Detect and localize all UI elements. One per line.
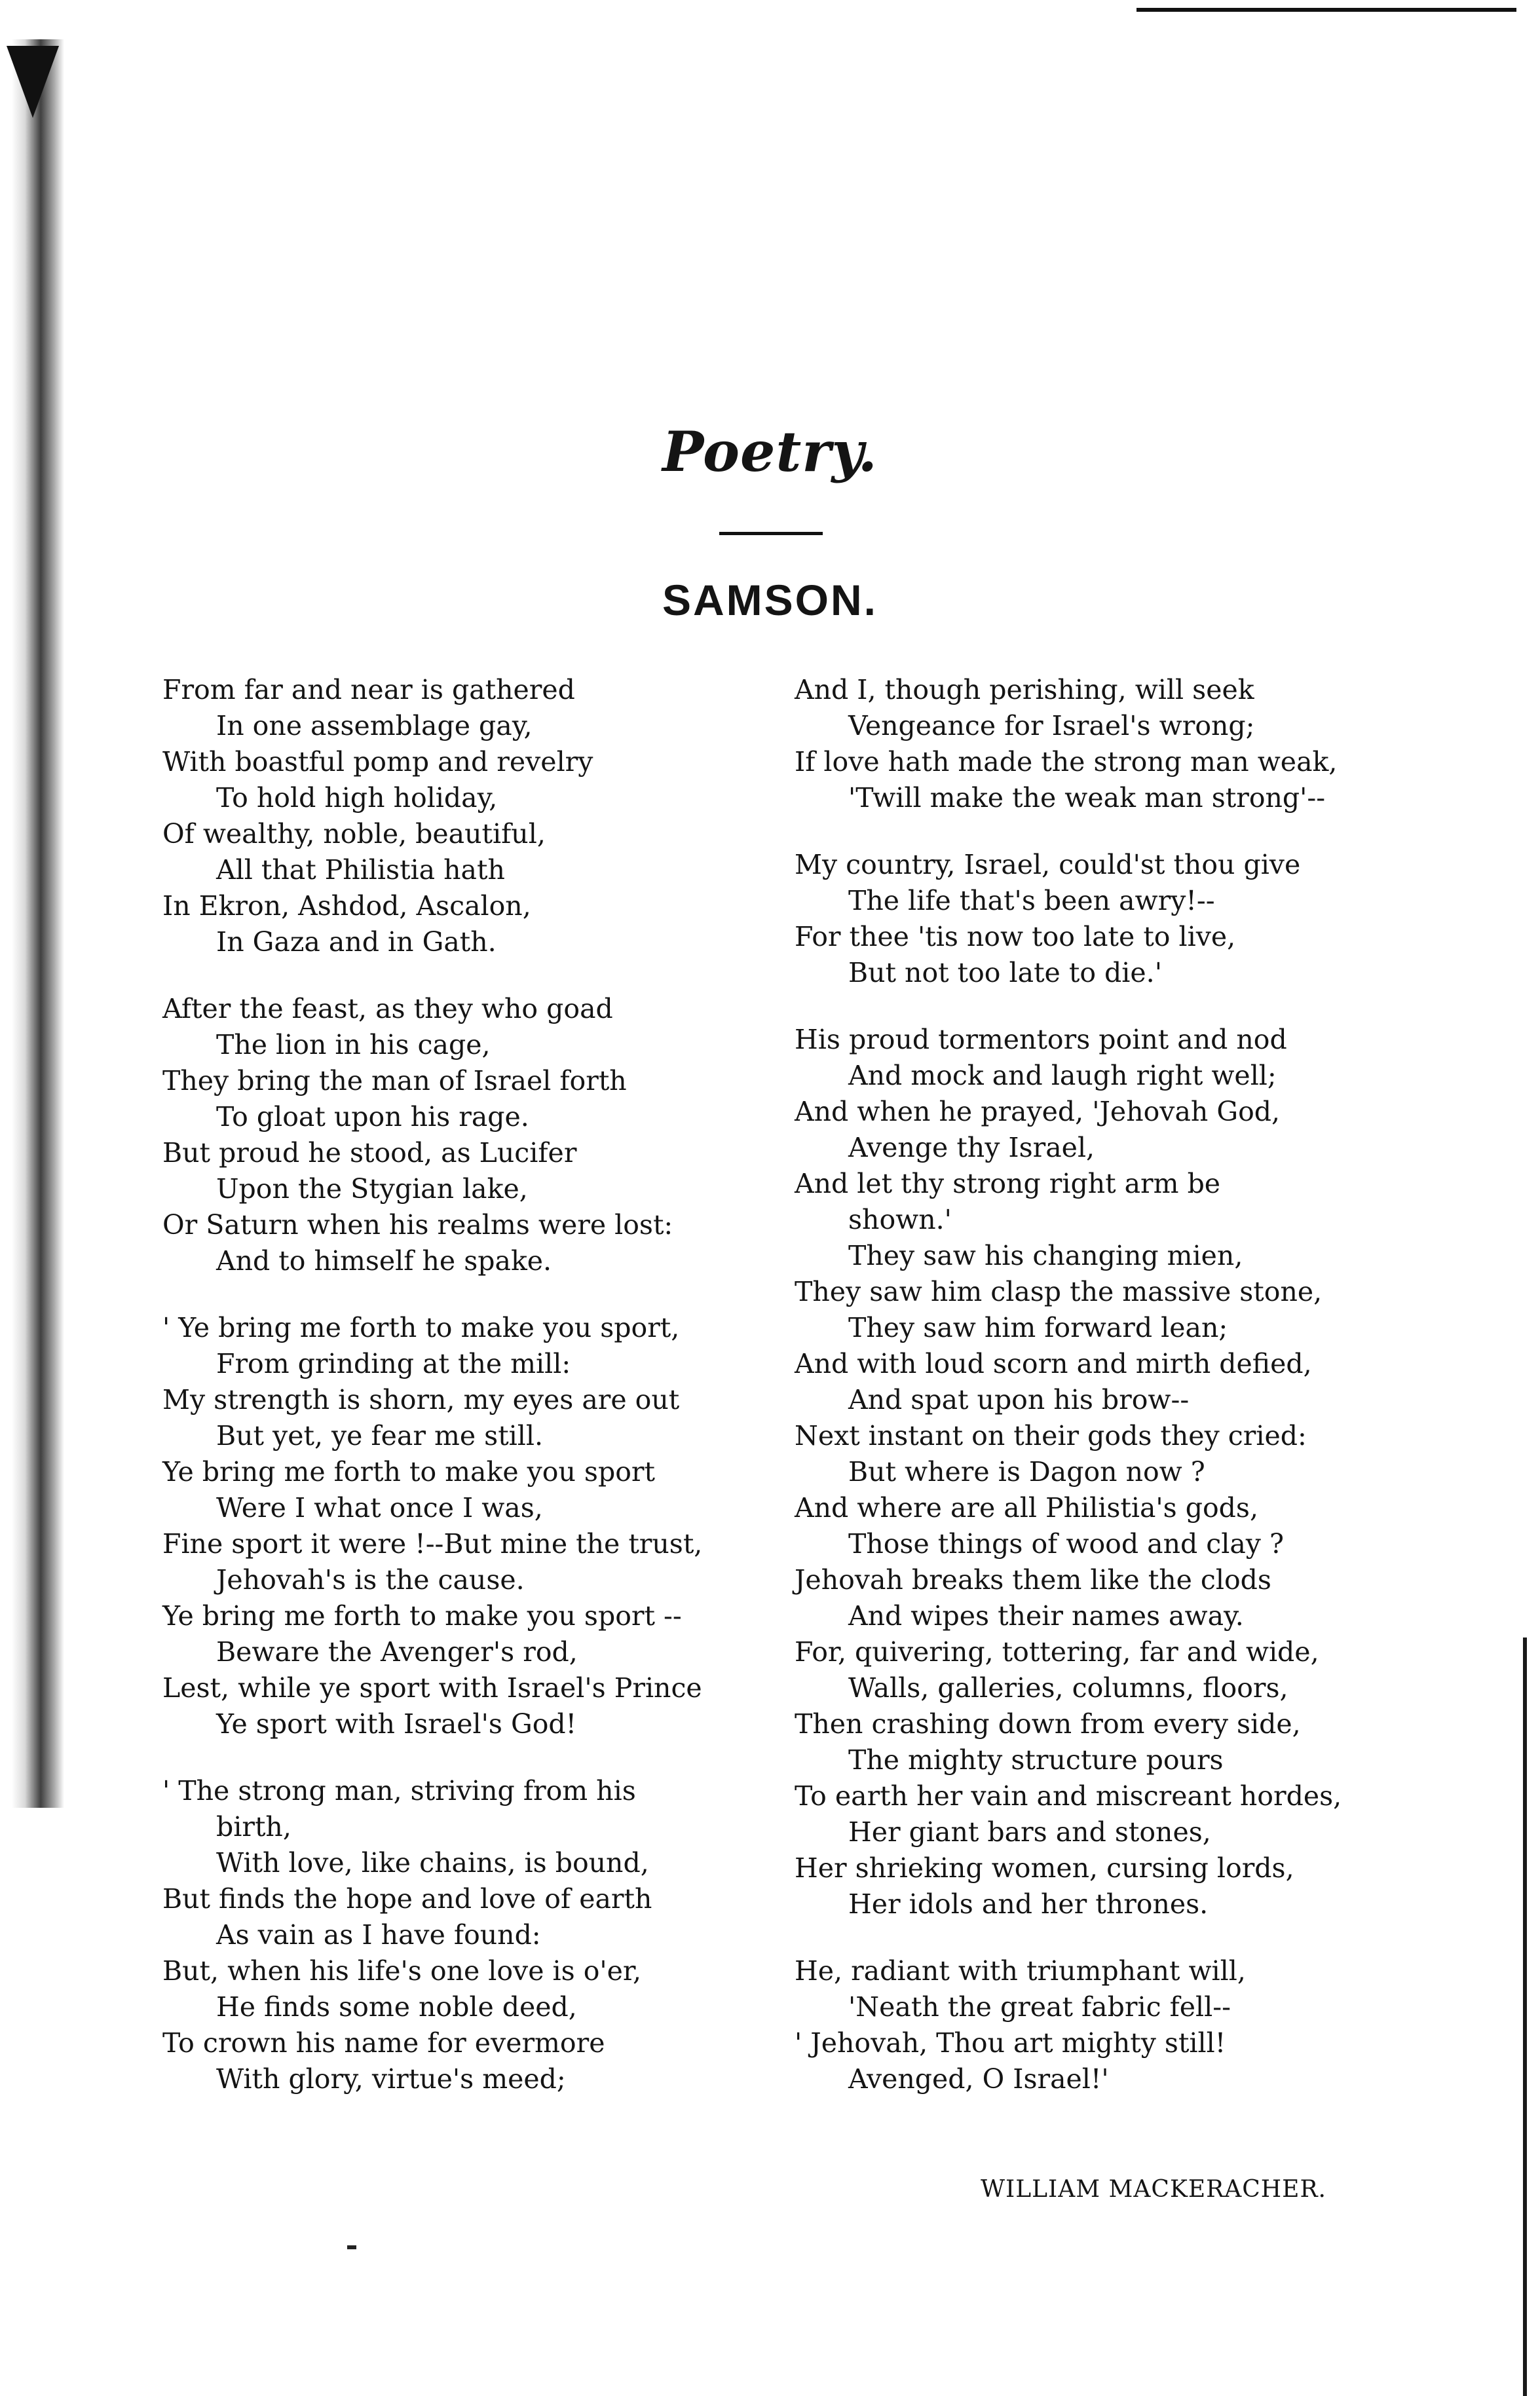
poem-line: In Gaza and in Gath.	[216, 926, 497, 958]
poem-line: Avenged, O Israel!'	[848, 2063, 1109, 2095]
poem-line: Those things of wood and clay ?	[848, 1528, 1284, 1560]
poem-line: 'Twill make the weak man strong'--	[848, 782, 1326, 814]
poem-line: But where is Dagon now ?	[848, 1456, 1205, 1488]
poem-line: He finds some noble deed,	[216, 1991, 577, 2023]
poem-line: They bring the man of Israel forth	[162, 1065, 627, 1096]
stanza	[162, 1773, 745, 2097]
poem-line: To crown his name for evermore	[162, 2027, 605, 2059]
poem-line: They saw him clasp the massive stone,	[795, 1276, 1323, 1307]
poem-line: My strength is shorn, my eyes are out	[162, 1384, 680, 1415]
stanza	[795, 847, 1387, 991]
poem-line: If love hath made the strong man weak,	[795, 746, 1338, 777]
poem-line: Ye bring me forth to make you sport	[162, 1456, 655, 1488]
poem-line: To earth her vain and miscreant hordes,	[795, 1780, 1342, 1812]
poem-line: birth,	[216, 1811, 291, 1843]
poem-line: And to himself he spake.	[216, 1245, 552, 1277]
poem-line: The mighty structure pours	[848, 1744, 1224, 1776]
poem-line: The lion in his cage,	[216, 1029, 491, 1060]
poem-line: To gloat upon his rage.	[216, 1101, 529, 1132]
poem-line: From far and near is gathered	[162, 674, 575, 705]
poem-line: And with loud scorn and mirth defied,	[795, 1348, 1312, 1379]
poem-line: And when he prayed, 'Jehovah God,	[795, 1096, 1281, 1127]
poem-line: And mock and laugh right well;	[848, 1060, 1277, 1091]
poem-line: shown.'	[848, 1204, 952, 1235]
poem-line: They saw his changing mien,	[848, 1240, 1243, 1271]
poem-line: Next instant on their gods they cried:	[795, 1420, 1307, 1451]
poem-line: With glory, virtue's meed;	[216, 2063, 566, 2095]
poem-line: Jehovah's is the cause.	[216, 1564, 525, 1596]
stanza	[162, 1310, 745, 1742]
poem-line: Upon the Stygian lake,	[216, 1173, 528, 1205]
stanza-gap	[795, 1922, 1387, 1953]
stanza-gap	[162, 1279, 745, 1310]
poem-line: With love, like chains, is bound,	[216, 1847, 649, 1879]
poem-line: ' Jehovah, Thou art mighty still!	[795, 2027, 1226, 2059]
stanza	[162, 672, 745, 960]
poem-line: Then crashing down from every side,	[795, 1708, 1301, 1740]
scan-spine-mark	[7, 46, 59, 118]
poem-line: And where are all Philistia's gods,	[795, 1492, 1258, 1524]
poem-line: For, quivering, tottering, far and wide,	[795, 1636, 1319, 1668]
poem-line: And spat upon his brow--	[848, 1384, 1190, 1415]
poem-line: Her shrieking women, cursing lords,	[795, 1852, 1294, 1884]
poem-line: For thee 'tis now too late to live,	[795, 921, 1236, 952]
poem-line: But, when his life's one love is o'er,	[162, 1955, 642, 1987]
poem-line: Jehovah breaks them like the clods	[795, 1564, 1271, 1596]
poem-line: In Ekron, Ashdod, Ascalon,	[162, 890, 531, 922]
poem-line: His proud tormentors point and nod	[795, 1024, 1287, 1055]
scan-speck	[347, 2245, 356, 2249]
poem-line: But yet, ye fear me still.	[216, 1420, 544, 1451]
scan-right-edge	[1523, 1638, 1527, 2396]
poem-line: To hold high holiday,	[216, 782, 498, 814]
author-signature: WILLIAM MACKERACHER.	[980, 2176, 1326, 2203]
stanza-gap	[162, 1742, 745, 1773]
poem-line: And wipes their names away.	[848, 1600, 1244, 1632]
poem-line: Her giant bars and stones,	[848, 1816, 1211, 1848]
poem-line: ' Ye bring me forth to make you sport,	[162, 1312, 680, 1343]
title-divider	[719, 532, 823, 535]
poem-line: Ye bring me forth to make you sport --	[162, 1600, 682, 1632]
poem-line: Were I what once I was,	[216, 1492, 543, 1524]
poem-line: Walls, galleries, columns, floors,	[848, 1672, 1288, 1704]
scan-spine-shadow	[12, 39, 64, 1808]
poem-line: Avenge thy Israel,	[848, 1132, 1095, 1163]
poem-line: But proud he stood, as Lucifer	[162, 1137, 577, 1169]
poem-line: They saw him forward lean;	[848, 1312, 1228, 1343]
section-title: Poetry.	[662, 419, 878, 484]
poem-column-right	[795, 672, 1387, 2097]
poem-line: The life that's been awry!--	[848, 885, 1215, 916]
stanza	[795, 672, 1387, 816]
poem-line: Vengeance for Israel's wrong;	[848, 710, 1255, 741]
poem-title: SAMSON.	[662, 576, 878, 624]
poem-line: As vain as I have found:	[216, 1919, 541, 1951]
stanza-gap	[795, 816, 1387, 847]
stanza	[795, 1022, 1387, 1922]
poem-line: Lest, while ye sport with Israel's Prince	[162, 1672, 702, 1704]
poem-line: Fine sport it were !--But mine the trust,	[162, 1528, 703, 1560]
poem-line: From grinding at the mill:	[216, 1348, 571, 1379]
poem-line: And let thy strong right arm be	[795, 1168, 1221, 1199]
stanza-gap	[795, 991, 1387, 1022]
poem-line: But finds the hope and love of earth	[162, 1883, 652, 1915]
poem-line: And I, though perishing, will seek	[795, 674, 1254, 705]
poem-line: ' The strong man, striving from his	[162, 1775, 636, 1806]
poem-line: But not too late to die.'	[848, 957, 1162, 988]
scan-top-rule	[1136, 8, 1516, 12]
poem-line: In one assemblage gay,	[216, 710, 533, 741]
poem-line: All that Philistia hath	[216, 854, 505, 886]
poem-line: 'Neath the great fabric fell--	[848, 1991, 1231, 2023]
poem-line: With boastful pomp and revelry	[162, 746, 593, 777]
stanza	[795, 1953, 1387, 2097]
stanza	[162, 991, 745, 1279]
poem-line: Ye sport with Israel's God!	[216, 1708, 577, 1740]
poem-line: Beware the Avenger's rod,	[216, 1636, 578, 1668]
poem-line: He, radiant with triumphant will,	[795, 1955, 1246, 1987]
poem-line: My country, Israel, could'st thou give	[795, 849, 1301, 880]
poem-line: Of wealthy, noble, beautiful,	[162, 818, 546, 850]
poem-line: Her idols and her thrones.	[848, 1888, 1209, 1920]
stanza-gap	[162, 960, 745, 991]
poem-column-left	[162, 672, 745, 2097]
poem-line: Or Saturn when his realms were lost:	[162, 1209, 673, 1241]
poem-line: After the feast, as they who goad	[162, 993, 613, 1024]
